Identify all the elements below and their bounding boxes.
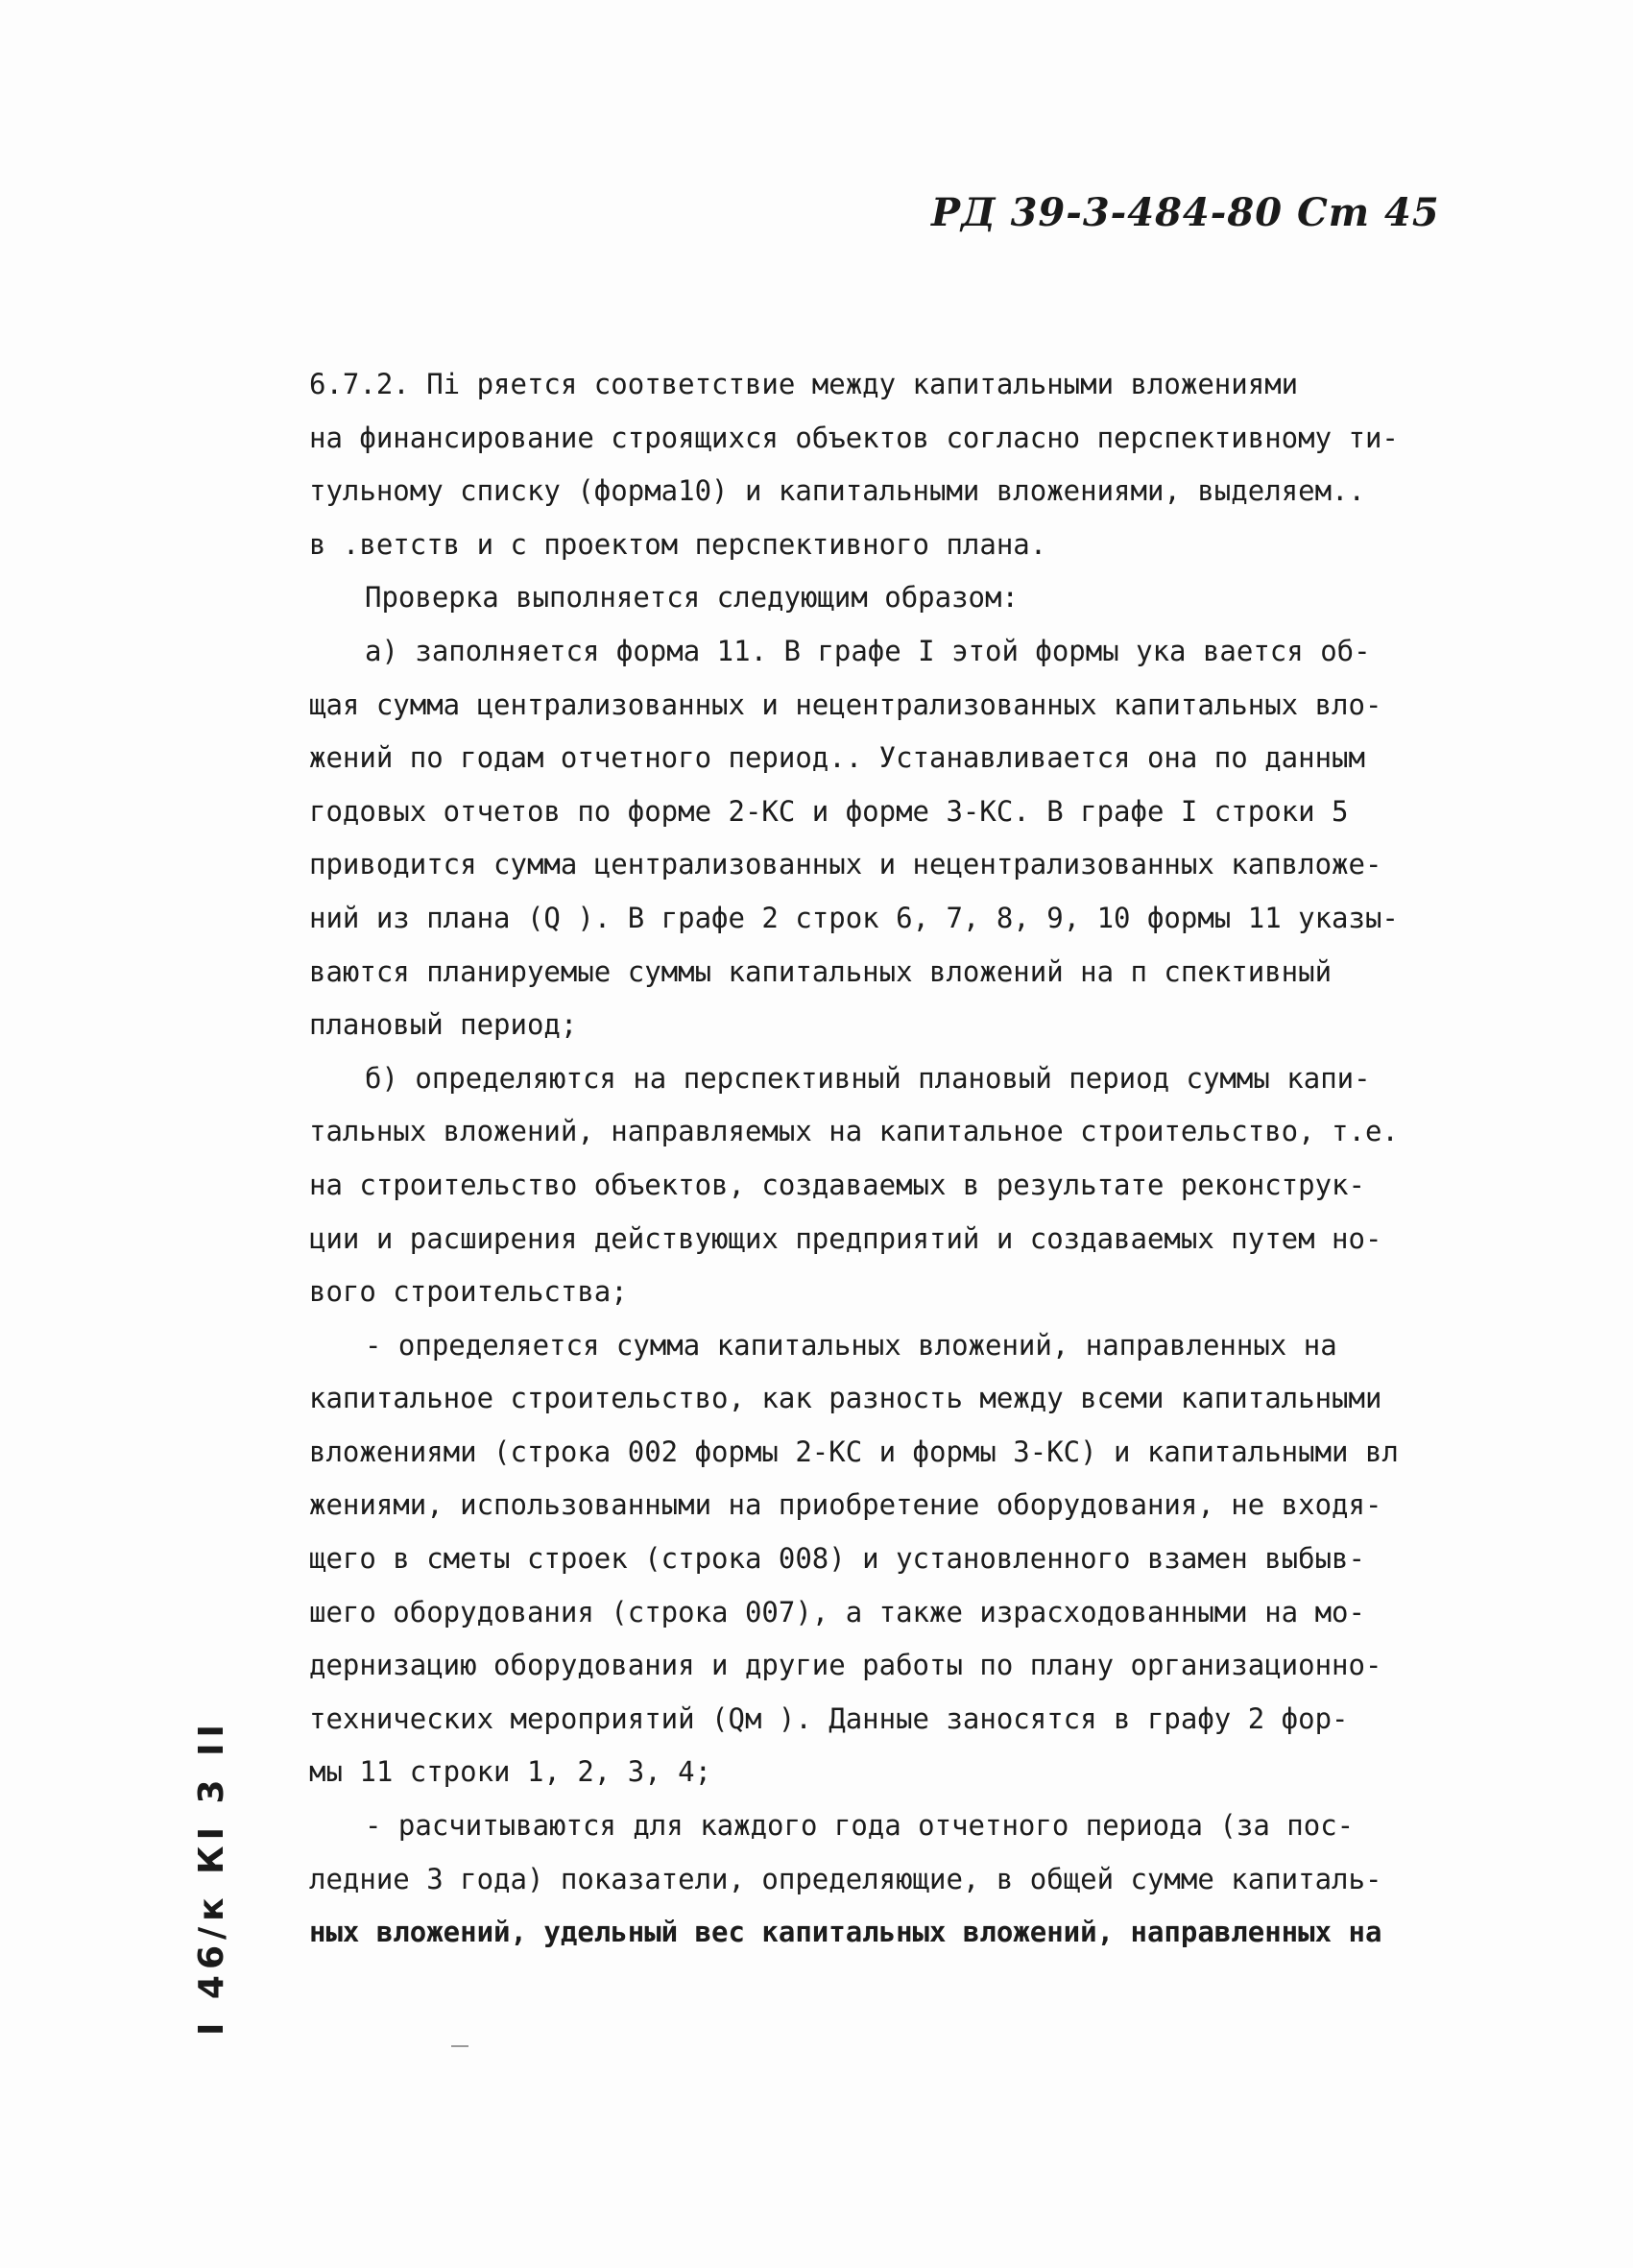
margin-stamp: [182, 1719, 240, 2045]
text-line: на финансирование строящихся объектов согласно перспективному ти-: [309, 421, 1399, 454]
text-line: тальных вложений, направляемых на капитальное строительство, т.е.: [309, 1115, 1399, 1148]
text-line: ний из плана (Q ). В графе 2 строк 6, 7, 8, 9, 10 формы 11 указы-: [309, 901, 1399, 934]
text-line: б) определяются на перспективный плановый период суммы капи-: [365, 1061, 1371, 1095]
text-line: - определяется сумма капитальных вложений, направленных на: [365, 1328, 1337, 1362]
text-line: мы 11 строки 1, 2, 3, 4;: [309, 1755, 712, 1789]
text-line: ледние 3 года) показатели, определяющие, в общей сумме капиталь-: [309, 1862, 1382, 1895]
text-line: приводится сумма централизованных и нецентрализованных капвложе-: [309, 848, 1382, 881]
text-line: 6.7.2. Пі ряется соответствие между капитальными вложениями: [309, 368, 1299, 400]
text-line: жений по годам отчетного период.. Устанавливается она по данным: [309, 741, 1365, 775]
text-line: вого строительства;: [309, 1275, 628, 1309]
text-line: плановый период;: [309, 1008, 578, 1042]
text-line: - расчитываются для каждого года отчетного периода (за пос-: [365, 1809, 1355, 1843]
text-line: щего в сметы строек (строка 008) и установленного взамен выбыв-: [309, 1542, 1365, 1576]
text-line: дернизацию оборудования и другие работы по плану организационно-: [309, 1649, 1382, 1682]
text-line: жениями, использованными на приобретение оборудования, не входя-: [309, 1488, 1382, 1522]
text-line: на строительство объектов, создаваемых в результате реконструк-: [309, 1168, 1365, 1201]
document-reference: РД 39-3-484-80 Ст 45: [931, 190, 1440, 235]
text-line: ции и расширения действующих предприятий и создаваемых путем но-: [309, 1221, 1382, 1255]
text-line: вложениями (строка 002 формы 2-КС и формы 3-КС) и капитальными вл: [309, 1435, 1399, 1468]
margin-stamp-text: I 46/к КI 3 II: [192, 1719, 231, 2036]
text-line: ваются планируемые суммы капитальных вложений на п спективный: [309, 954, 1333, 988]
document-body: [309, 358, 1399, 1960]
text-line: Проверка выполняется следующим образом:: [365, 581, 1019, 615]
text-line: в .ветств и с проектом перспективного плана.: [309, 527, 1047, 561]
text-line: годовых отчетов по форме 2-КС и форме 3-КС. В графе I строки 5: [309, 794, 1349, 828]
text-line: капитальное строительство, как разность между всеми капитальными: [309, 1382, 1382, 1415]
footer-mark: [451, 2045, 468, 2047]
text-line: технических мероприятий (Qм ). Данные заносятся в графу 2 фор-: [309, 1701, 1349, 1735]
text-line: щая сумма централизованных и нецентрализованных капитальных вло-: [309, 688, 1382, 721]
text-line: тульному списку (форма10) и капитальными вложениями, выделяем..: [309, 474, 1365, 508]
text-line: ных вложений, удельный вес капитальных вложений, направленных на: [309, 1916, 1382, 1949]
text-line: а) заполняется форма 11. В графе I этой формы ука вается об-: [365, 634, 1371, 667]
text-line: шего оборудования (строка 007), а также израсходованными на мо-: [309, 1595, 1365, 1629]
